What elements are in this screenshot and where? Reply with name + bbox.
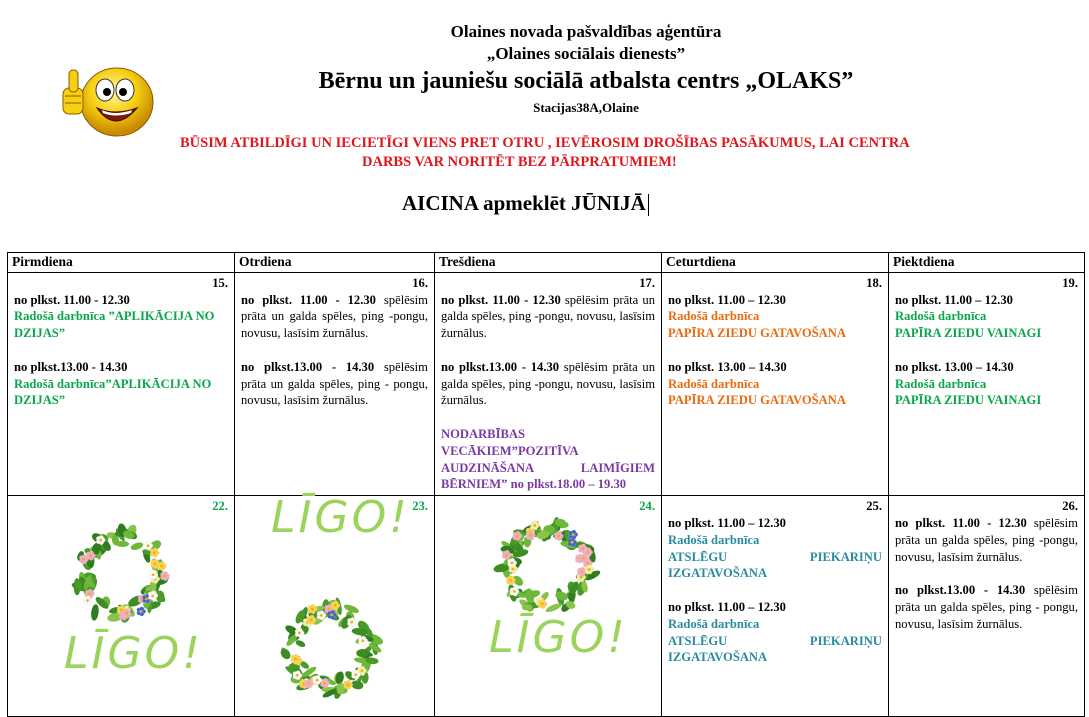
warning-line-1: BŪSIM ATBILDĪGI UN IECIETĪGI VIENS PRET OTRU , IEVĒROSIM DROŠĪBAS PASĀKUMUS, LAI CENTRA bbox=[180, 135, 910, 151]
time-slot: no plkst. 11.00 – 12.30 bbox=[895, 292, 1013, 307]
time-slot: no plkst. 13.00 – 14.30 bbox=[895, 359, 1014, 374]
activity: spēlēsim prāta un galda spēles, ping -pongu, novusu, lasīsim žurnālus. bbox=[895, 515, 1078, 564]
activity: Radošā darbnīca bbox=[668, 309, 760, 324]
week-row-1 bbox=[8, 272, 1085, 495]
activity: spēlēsim prāta un galda spēles, ping -pongu, novusu, lasīsim žurnālus. bbox=[441, 292, 655, 341]
time-slot: no plkst. 11.00 - 12.30 bbox=[241, 292, 376, 307]
ligo-text: LĪGO! bbox=[489, 612, 628, 664]
activity-title: PAPĪRA ZIEDU GATAVOŠANA bbox=[668, 393, 846, 408]
activity: Radošā darbnīca bbox=[895, 309, 987, 324]
activity-title: ATSLĒGU PIEKARIŅU IZGATAVOŠANA bbox=[668, 549, 882, 581]
time-slot: no plkst.13.00 - 14.30 bbox=[895, 583, 1026, 598]
ligo-text: LĪGO! bbox=[64, 628, 203, 680]
org-subname: „Olaines sociālais dienests” bbox=[486, 44, 686, 63]
flower-wreath-icon bbox=[275, 594, 385, 709]
flower-wreath-icon bbox=[66, 520, 176, 635]
time-slot: no plkst.13.00 - 14.30 bbox=[241, 359, 375, 374]
activity: spēlēsim prāta un galda spēles, ping - pongu, novusu, lasīsim žurnālus. bbox=[895, 583, 1078, 631]
activity: Radošā darbnīca bbox=[895, 376, 987, 391]
time-slot: no plkst.13.00 - 14.30 bbox=[14, 359, 128, 374]
activity-title: PAPĪRA ZIEDU VAINAGI bbox=[895, 326, 1042, 341]
time-slot: no plkst. 11.00 - 12.30 bbox=[14, 292, 130, 307]
cell-mon-15 bbox=[8, 272, 235, 495]
flower-wreath-icon bbox=[493, 512, 603, 627]
activity-title: ATSLĒGU PIEKARIŅU IZGATAVOŠANA bbox=[668, 633, 882, 665]
cell-wed-17 bbox=[435, 272, 662, 495]
day-number: 17. bbox=[639, 275, 655, 290]
activity: Radošā darbnīca ”APLIKĀCIJA NO DZIJAS” bbox=[14, 309, 215, 341]
header-friday: Piektdiena bbox=[889, 253, 1085, 273]
day-number: 16. bbox=[412, 275, 428, 290]
time-slot: no plkst. 11.00 – 12.30 bbox=[668, 292, 786, 307]
activity: spēlēsim prāta un galda spēles, ping -pongu, novusu, lasīsim žurnālus. bbox=[441, 359, 655, 408]
cell-tue-16 bbox=[235, 272, 435, 495]
cell-fri-19 bbox=[889, 272, 1085, 495]
address: Stacijas38A,Olaine bbox=[533, 100, 639, 115]
warning-line-2: DARBS VAR NORITĒT BEZ PĀRPRATUMIEM! bbox=[362, 154, 677, 170]
activity-title: PAPĪRA ZIEDU GATAVOŠANA bbox=[668, 326, 846, 341]
header-wednesday: Trešdiena bbox=[435, 253, 662, 273]
activity: spēlēsim prāta un galda spēles, ping -pongu, novusu, lasīsim žurnālus. bbox=[241, 292, 428, 341]
schedule-table bbox=[7, 252, 1085, 717]
cell-fri-26 bbox=[889, 496, 1085, 717]
time-slot: no plkst. 11.00 – 12.30 bbox=[668, 515, 786, 530]
day-number: 23. bbox=[412, 499, 428, 514]
day-number: 18. bbox=[866, 275, 882, 290]
day-number: 15. bbox=[212, 275, 228, 290]
day-number: 25. bbox=[866, 499, 882, 514]
day-number: 22. bbox=[212, 499, 228, 514]
header-monday: Pirmdiena bbox=[8, 253, 235, 273]
header-row bbox=[8, 253, 1085, 273]
activity: Radošā darbnīca bbox=[668, 532, 760, 547]
thumbs-up-smiley-icon bbox=[57, 52, 157, 140]
day-number: 26. bbox=[1062, 499, 1078, 514]
cell-tue-23 bbox=[235, 492, 435, 717]
centre-title: Bērnu un jauniešu sociālā atbalsta centrs „OLAKS” bbox=[318, 68, 854, 94]
week-row-2 bbox=[8, 496, 1085, 717]
day-number: 24. bbox=[639, 499, 655, 514]
parents-event: NODARBĪBAS VECĀKIEM”POZITĪVA AUDZINĀŠANA LAIMĪGIEM BĒRNIEM” no plkst.18.00 – 19.30 bbox=[441, 426, 655, 492]
invite-heading: AICINA apmeklēt JŪNIJĀ bbox=[402, 191, 649, 216]
time-slot: no plkst. 13.00 – 14.30 bbox=[668, 359, 787, 374]
day-number: 19. bbox=[1062, 275, 1078, 290]
header-thursday: Ceturtdiena bbox=[662, 253, 889, 273]
time-slot: no plkst.13.00 - 14.30 bbox=[441, 359, 560, 374]
header-tuesday: Otrdiena bbox=[235, 253, 435, 273]
activity: Radošā darbnīca bbox=[668, 376, 760, 391]
org-name: Olaines novada pašvaldības aģentūra bbox=[450, 22, 722, 41]
activity-title: PAPĪRA ZIEDU VAINAGI bbox=[895, 393, 1042, 408]
time-slot: no plkst. 11.00 - 12.30 bbox=[441, 292, 561, 307]
cell-thu-25 bbox=[662, 496, 889, 717]
time-slot: no plkst. 11.00 – 12.30 bbox=[668, 599, 786, 614]
cell-wed-24 bbox=[435, 496, 662, 717]
activity: Radošā darbnīca bbox=[668, 616, 760, 631]
cell-thu-18 bbox=[662, 272, 889, 495]
activity: Radošā darbnīca”APLIKĀCIJA NO DZIJAS” bbox=[14, 376, 212, 408]
cell-mon-22 bbox=[8, 496, 235, 717]
ligo-text: LĪGO! bbox=[271, 492, 410, 544]
activity: spēlēsim prāta un galda spēles, ping - pongu, novusu, lasīsim žurnālus. bbox=[241, 359, 428, 408]
time-slot: no plkst. 11.00 - 12.30 bbox=[895, 515, 1027, 530]
